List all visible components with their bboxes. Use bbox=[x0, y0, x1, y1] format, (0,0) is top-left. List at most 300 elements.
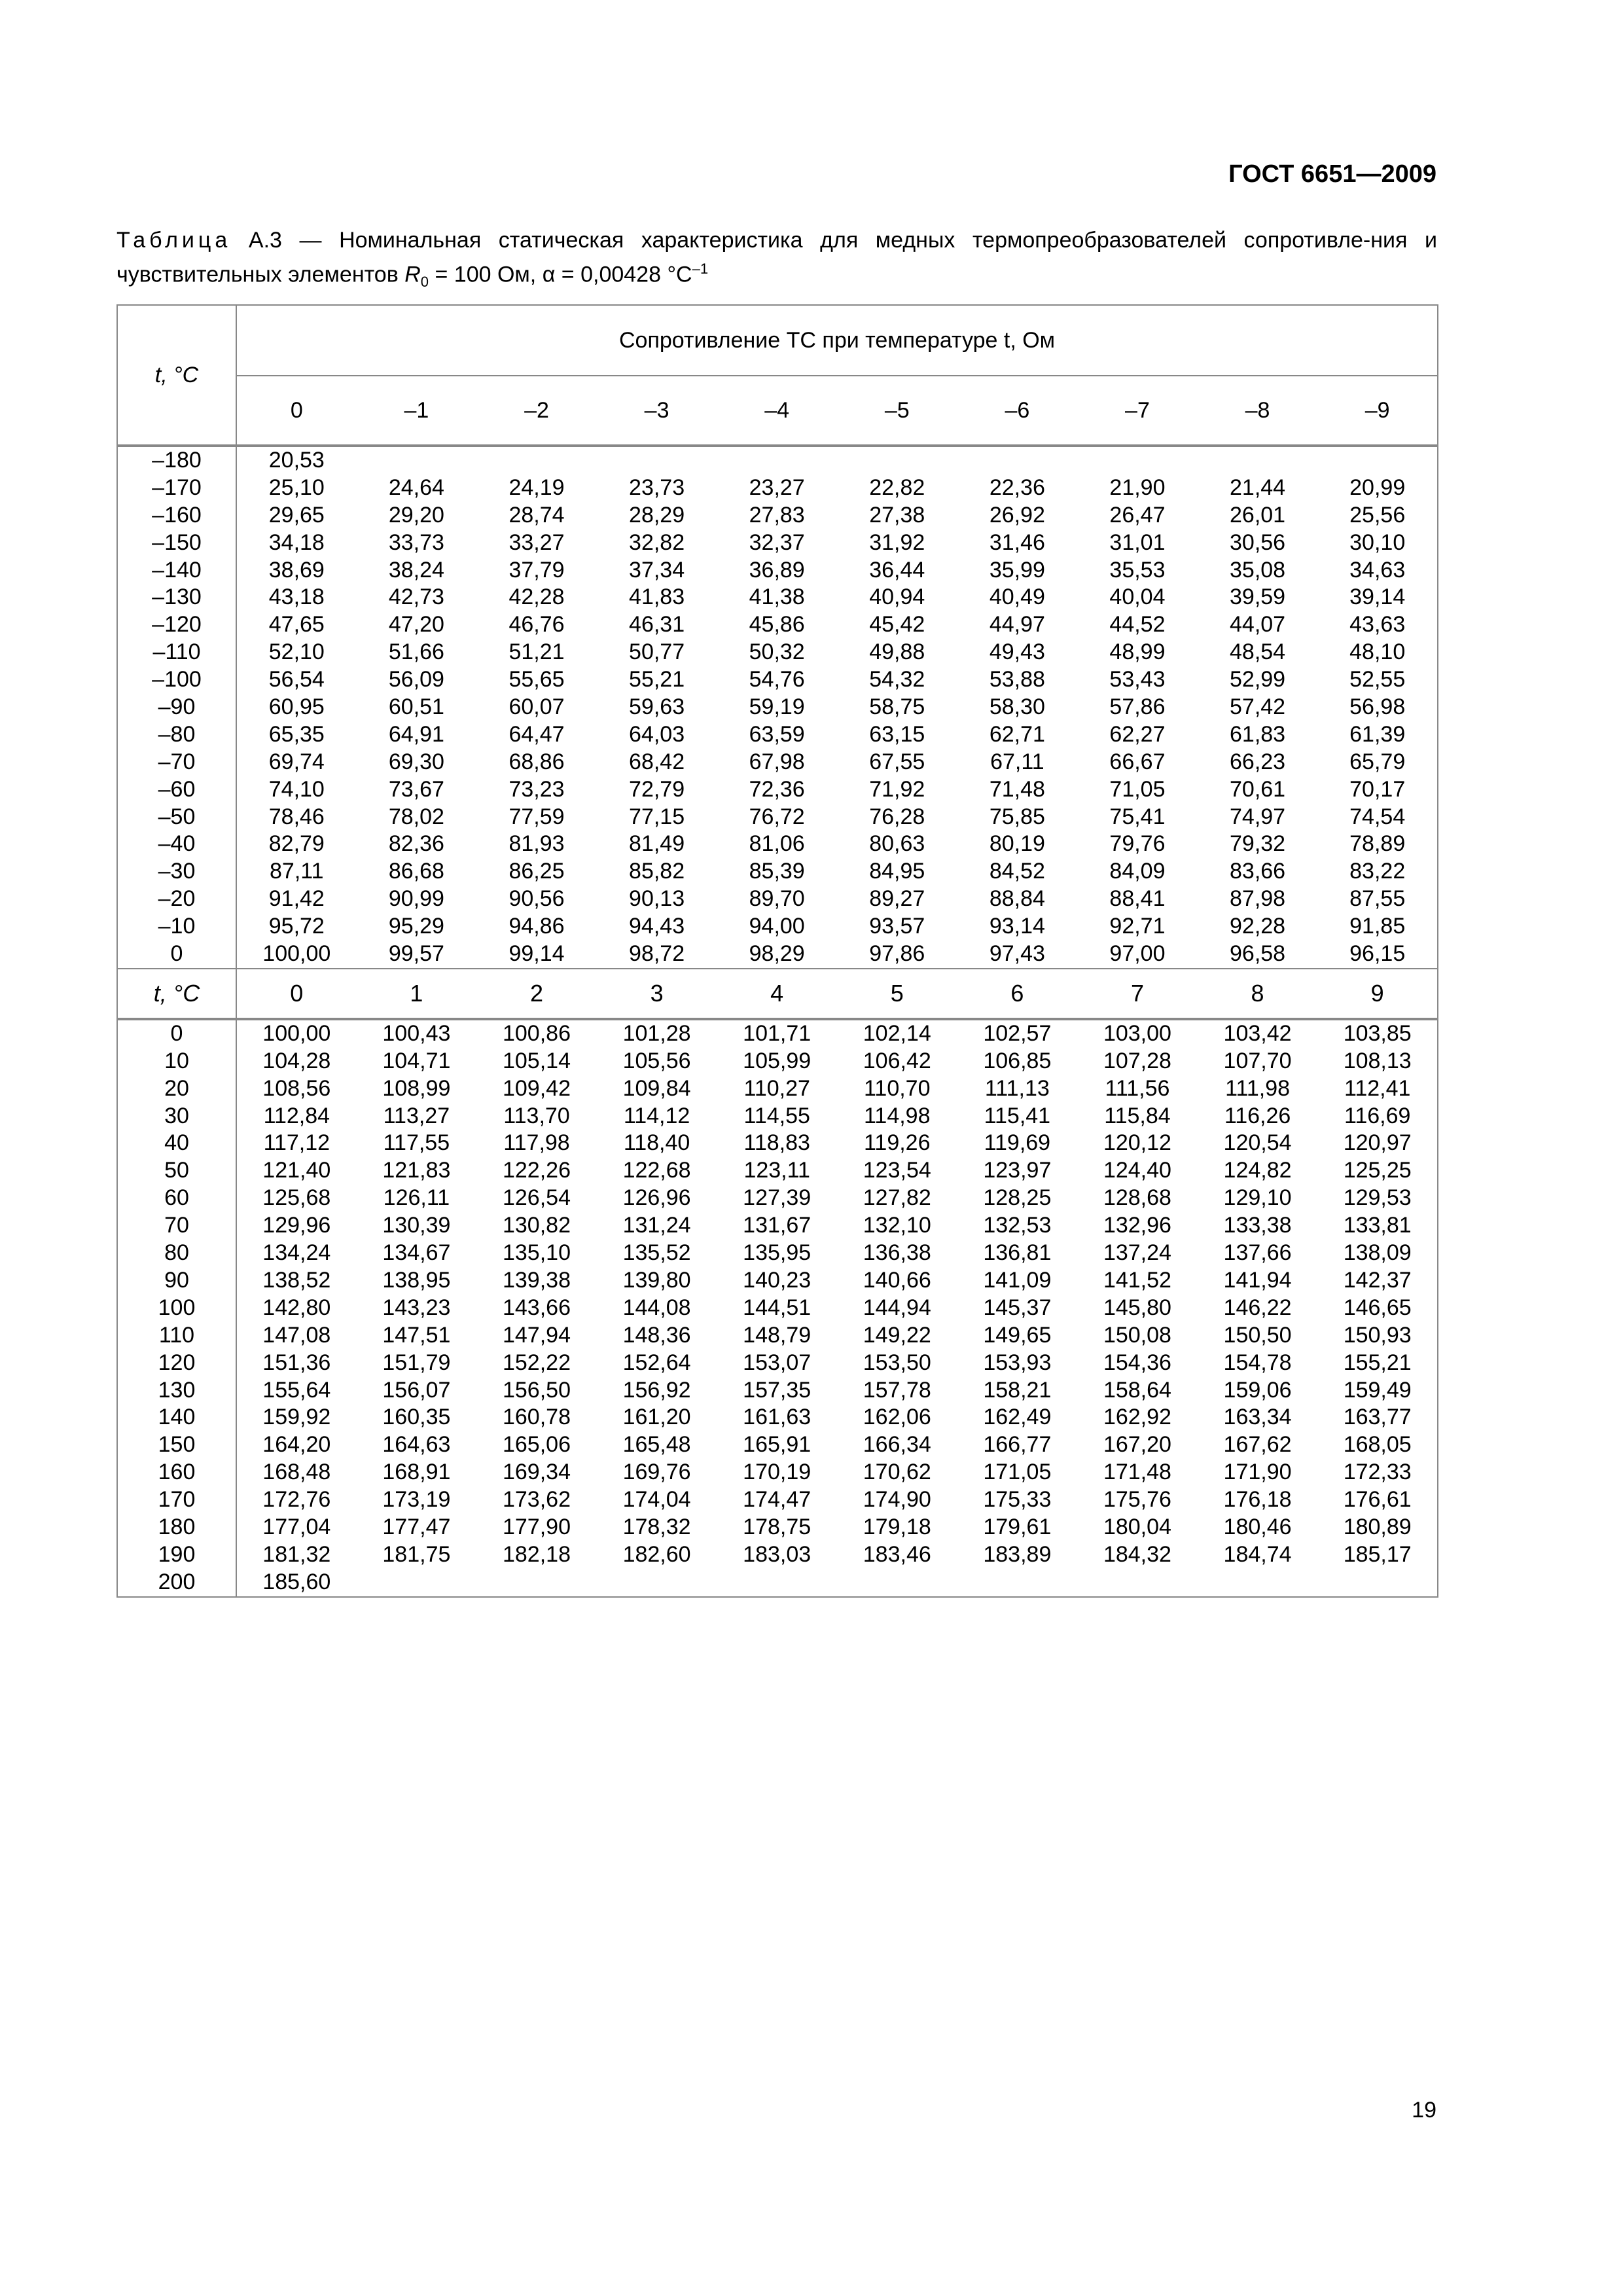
resistance-value: 126,11 bbox=[383, 1185, 450, 1211]
resistance-value: 80,19 bbox=[989, 831, 1045, 857]
resistance-value: 126,54 bbox=[502, 1185, 571, 1211]
resistance-value: 149,65 bbox=[983, 1322, 1052, 1348]
resistance-value: 27,38 bbox=[869, 502, 925, 528]
resistance-value: 174,47 bbox=[743, 1487, 812, 1513]
resistance-value: 150,93 bbox=[1343, 1322, 1412, 1348]
resistance-value: 127,82 bbox=[863, 1185, 931, 1211]
resistance-value: 40,94 bbox=[869, 584, 925, 610]
resistance-value: 106,85 bbox=[983, 1048, 1052, 1073]
resistance-value: 103,00 bbox=[1103, 1020, 1171, 1046]
resistance-value: 176,61 bbox=[1343, 1487, 1412, 1513]
resistance-value: 65,35 bbox=[268, 721, 325, 747]
resistance-value: 29,20 bbox=[388, 502, 444, 528]
resistance-value: 181,32 bbox=[262, 1541, 331, 1567]
temperature-column bbox=[117, 446, 236, 969]
resistance-value: 22,82 bbox=[869, 475, 925, 500]
resistance-value: 70,17 bbox=[1349, 776, 1406, 802]
resistance-value: 69,74 bbox=[268, 749, 325, 774]
resistance-value: 48,54 bbox=[1230, 639, 1286, 665]
resistance-value: 98,72 bbox=[629, 941, 685, 967]
resistance-value: 90,13 bbox=[629, 886, 685, 912]
resistance-value: 89,70 bbox=[749, 886, 805, 912]
t-header-cell bbox=[117, 305, 236, 446]
resistance-value: 52,99 bbox=[1230, 667, 1286, 692]
resistance-value: 145,80 bbox=[1103, 1295, 1171, 1320]
resistance-value: 119,26 bbox=[864, 1130, 931, 1156]
resistance-value: 96,15 bbox=[1349, 941, 1406, 967]
temperature-value: –20 bbox=[158, 886, 196, 912]
resistance-value: 91,85 bbox=[1349, 914, 1406, 939]
resistance-value: 182,18 bbox=[502, 1541, 571, 1567]
resistance-value: 61,83 bbox=[1230, 721, 1286, 747]
resistance-value: 136,81 bbox=[983, 1240, 1052, 1266]
temperature-value: 120 bbox=[158, 1350, 196, 1375]
temperature-value: 30 bbox=[164, 1103, 189, 1128]
resistance-value: 92,28 bbox=[1230, 914, 1286, 939]
resistance-value: 159,92 bbox=[262, 1405, 331, 1430]
resistance-value: 106,42 bbox=[863, 1048, 931, 1073]
resistance-value: 105,56 bbox=[622, 1048, 691, 1073]
resistance-value: 118,40 bbox=[623, 1130, 690, 1156]
resistance-value: 177,90 bbox=[502, 1514, 571, 1539]
resistance-value: 184,32 bbox=[1103, 1541, 1171, 1567]
column-header: –2 bbox=[476, 376, 597, 446]
resistance-value: 49,43 bbox=[989, 639, 1045, 665]
resistance-value: 105,14 bbox=[502, 1048, 571, 1073]
resistance-value: 48,10 bbox=[1349, 639, 1406, 665]
resistance-value: 151,79 bbox=[382, 1350, 451, 1375]
resistance-value: 161,63 bbox=[743, 1405, 812, 1430]
resistance-value: 49,88 bbox=[869, 639, 925, 665]
resistance-value: 64,03 bbox=[629, 721, 685, 747]
resistance-value: 129,53 bbox=[1343, 1185, 1412, 1211]
resistance-value: 169,76 bbox=[622, 1460, 691, 1485]
resistance-column bbox=[1317, 1019, 1438, 1597]
resistance-value: 40,49 bbox=[989, 584, 1045, 610]
resistance-value: 60,07 bbox=[508, 694, 565, 720]
resistance-value: 134,67 bbox=[382, 1240, 451, 1266]
resistance-value: 63,59 bbox=[749, 721, 805, 747]
resistance-value: 167,62 bbox=[1223, 1432, 1292, 1458]
resistance-value: 81,06 bbox=[749, 831, 805, 857]
resistance-value: 72,79 bbox=[629, 776, 685, 802]
resistance-value: 54,32 bbox=[869, 667, 925, 692]
column-header: –4 bbox=[717, 376, 837, 446]
resistance-value: 138,09 bbox=[1343, 1240, 1412, 1266]
resistance-value: 71,48 bbox=[989, 776, 1045, 802]
resistance-value: 56,98 bbox=[1349, 694, 1406, 720]
resistance-value: 93,57 bbox=[869, 914, 925, 939]
resistance-value: 155,64 bbox=[262, 1377, 331, 1403]
temperature-value: –10 bbox=[158, 914, 196, 939]
resistance-value: 96,58 bbox=[1230, 941, 1286, 967]
resistance-value: 166,34 bbox=[863, 1432, 931, 1458]
resistance-value: 84,52 bbox=[989, 859, 1045, 884]
resistance-value: 114,55 bbox=[743, 1103, 810, 1128]
caption-r-subscript: 0 bbox=[420, 274, 429, 291]
resistance-value: 46,31 bbox=[629, 612, 685, 637]
resistance-value bbox=[597, 1569, 717, 1596]
resistance-value: 180,89 bbox=[1343, 1514, 1412, 1539]
resistance-value: 155,21 bbox=[1343, 1350, 1412, 1375]
resistance-value: 183,03 bbox=[743, 1541, 812, 1567]
resistance-value: 58,30 bbox=[989, 694, 1045, 720]
resistance-value: 38,24 bbox=[388, 557, 444, 583]
resistance-value: 24,64 bbox=[388, 475, 444, 500]
resistance-value: 130,39 bbox=[382, 1213, 451, 1238]
temperature-value: –100 bbox=[152, 667, 202, 692]
resistance-value: 22,36 bbox=[989, 475, 1045, 500]
mid-t-header bbox=[117, 969, 236, 1019]
resistance-header: Сопротивление ТС при температуре t, Ом bbox=[236, 305, 1438, 376]
resistance-value: 126,96 bbox=[622, 1185, 691, 1211]
resistance-value: 108,99 bbox=[382, 1075, 451, 1101]
resistance-value: 72,36 bbox=[749, 776, 805, 802]
temperature-value: 160 bbox=[158, 1460, 196, 1485]
resistance-value: 28,74 bbox=[508, 502, 565, 528]
resistance-value: 113,70 bbox=[503, 1103, 570, 1128]
resistance-value: 168,05 bbox=[1343, 1432, 1412, 1458]
resistance-value: 124,82 bbox=[1223, 1158, 1292, 1183]
resistance-column bbox=[597, 446, 717, 969]
resistance-value: 146,65 bbox=[1343, 1295, 1412, 1320]
resistance-value: 136,38 bbox=[863, 1240, 931, 1266]
column-header: 4 bbox=[717, 969, 837, 1019]
temperature-value: 170 bbox=[158, 1487, 196, 1513]
caption-text-3: = 0,00428 °C bbox=[555, 262, 692, 287]
resistance-value: 125,25 bbox=[1343, 1158, 1412, 1183]
resistance-value: 164,63 bbox=[382, 1432, 451, 1458]
caption-alpha-symbol: α bbox=[542, 262, 556, 287]
resistance-value: 88,84 bbox=[989, 886, 1045, 912]
temperature-value: –140 bbox=[152, 557, 202, 583]
resistance-value: 27,83 bbox=[749, 502, 805, 528]
resistance-column bbox=[1198, 446, 1318, 969]
resistance-value: 30,56 bbox=[1230, 529, 1286, 555]
resistance-value: 135,10 bbox=[502, 1240, 571, 1266]
resistance-value: 94,86 bbox=[508, 914, 565, 939]
resistance-value: 39,14 bbox=[1349, 584, 1406, 610]
resistance-value: 171,90 bbox=[1223, 1460, 1292, 1485]
resistance-value: 164,20 bbox=[262, 1432, 331, 1458]
resistance-value: 52,55 bbox=[1349, 667, 1406, 692]
temperature-value: –60 bbox=[158, 776, 196, 802]
resistance-value: 120,54 bbox=[1223, 1130, 1292, 1156]
resistance-value: 115,41 bbox=[984, 1103, 1051, 1128]
resistance-value: 138,52 bbox=[262, 1267, 331, 1293]
resistance-value: 92,71 bbox=[1109, 914, 1166, 939]
resistance-value: 183,46 bbox=[863, 1541, 931, 1567]
resistance-value: 111,56 bbox=[1105, 1075, 1170, 1101]
resistance-value: 160,35 bbox=[382, 1405, 451, 1430]
resistance-value: 147,08 bbox=[262, 1322, 331, 1348]
resistance-value: 63,15 bbox=[869, 721, 925, 747]
resistance-value: 23,73 bbox=[629, 475, 685, 500]
resistance-column bbox=[1198, 1019, 1318, 1597]
resistance-value: 111,13 bbox=[984, 1075, 1050, 1101]
resistance-value: 97,43 bbox=[989, 941, 1045, 967]
resistance-value: 80,63 bbox=[869, 831, 925, 857]
resistance-value: 148,36 bbox=[622, 1322, 691, 1348]
resistance-value: 172,76 bbox=[262, 1487, 331, 1513]
resistance-value: 116,26 bbox=[1224, 1103, 1291, 1128]
resistance-value: 23,27 bbox=[749, 475, 805, 500]
resistance-value: 32,37 bbox=[749, 529, 805, 555]
resistance-value: 168,48 bbox=[262, 1460, 331, 1485]
resistance-value: 53,88 bbox=[989, 667, 1045, 692]
column-header: –7 bbox=[1077, 376, 1198, 446]
resistance-value: 150,08 bbox=[1103, 1322, 1171, 1348]
resistance-value: 35,08 bbox=[1230, 557, 1286, 583]
resistance-value: 94,43 bbox=[629, 914, 685, 939]
resistance-value: 134,24 bbox=[262, 1240, 331, 1266]
resistance-value: 82,36 bbox=[388, 831, 444, 857]
resistance-value: 184,74 bbox=[1223, 1541, 1292, 1567]
resistance-value: 128,68 bbox=[1103, 1185, 1171, 1211]
resistance-value: 139,80 bbox=[622, 1267, 691, 1293]
resistance-value: 84,09 bbox=[1109, 859, 1166, 884]
resistance-value: 57,42 bbox=[1230, 694, 1286, 720]
resistance-value: 131,67 bbox=[743, 1213, 812, 1238]
resistance-column bbox=[597, 1019, 717, 1597]
resistance-value: 161,20 bbox=[622, 1405, 691, 1430]
table-caption bbox=[116, 226, 1437, 296]
resistance-value: 165,48 bbox=[622, 1432, 691, 1458]
resistance-value: 39,59 bbox=[1230, 584, 1286, 610]
resistance-value: 127,39 bbox=[743, 1185, 812, 1211]
resistance-value: 24,19 bbox=[508, 475, 565, 500]
column-header: 1 bbox=[357, 969, 477, 1019]
resistance-value: 148,79 bbox=[743, 1322, 812, 1348]
resistance-value: 158,21 bbox=[983, 1377, 1052, 1403]
column-header: 7 bbox=[1077, 969, 1198, 1019]
resistance-value: 94,00 bbox=[749, 914, 805, 939]
resistance-value: 35,53 bbox=[1109, 557, 1166, 583]
resistance-value: 78,02 bbox=[388, 804, 444, 829]
resistance-value: 51,66 bbox=[388, 639, 444, 665]
resistance-value: 109,42 bbox=[502, 1075, 571, 1101]
column-header: 8 bbox=[1198, 969, 1318, 1019]
resistance-value: 97,00 bbox=[1109, 941, 1166, 967]
resistance-value: 21,44 bbox=[1230, 475, 1286, 500]
temperature-value: –150 bbox=[152, 529, 202, 555]
resistance-value: 95,72 bbox=[268, 914, 325, 939]
resistance-value: 150,50 bbox=[1223, 1322, 1292, 1348]
resistance-value: 20,99 bbox=[1349, 475, 1406, 500]
resistance-value bbox=[357, 447, 477, 475]
resistance-value bbox=[837, 447, 957, 475]
temperature-value: –170 bbox=[152, 475, 202, 500]
resistance-value: 51,21 bbox=[508, 639, 565, 665]
resistance-value: 34,18 bbox=[268, 529, 325, 555]
resistance-value: 60,95 bbox=[268, 694, 325, 720]
resistance-value: 89,27 bbox=[869, 886, 925, 912]
resistance-value: 88,41 bbox=[1109, 886, 1166, 912]
resistance-value bbox=[597, 447, 717, 475]
page-number: 19 bbox=[1412, 2098, 1436, 2123]
resistance-value: 99,57 bbox=[388, 941, 444, 967]
resistance-value: 31,01 bbox=[1109, 529, 1166, 555]
resistance-value: 76,72 bbox=[749, 804, 805, 829]
resistance-value: 123,54 bbox=[863, 1158, 931, 1183]
resistance-value: 179,18 bbox=[863, 1514, 931, 1539]
resistance-value: 101,71 bbox=[743, 1020, 812, 1046]
resistance-value: 135,52 bbox=[622, 1240, 691, 1266]
resistance-value bbox=[476, 447, 597, 475]
resistance-value: 46,76 bbox=[508, 612, 565, 637]
resistance-value: 25,56 bbox=[1349, 502, 1406, 528]
negative-column-headers bbox=[117, 376, 1438, 446]
resistance-value: 173,62 bbox=[502, 1487, 571, 1513]
temperature-value: –180 bbox=[152, 448, 202, 473]
resistance-value: 140,23 bbox=[743, 1267, 812, 1293]
resistance-value: 50,77 bbox=[629, 639, 685, 665]
resistance-value: 77,59 bbox=[508, 804, 565, 829]
resistance-value: 110,70 bbox=[864, 1075, 931, 1101]
resistance-column bbox=[476, 446, 597, 969]
resistance-value: 101,28 bbox=[622, 1020, 691, 1046]
t-header: t, °C bbox=[154, 362, 199, 387]
temperature-value: 200 bbox=[158, 1569, 196, 1594]
resistance-value: 142,80 bbox=[262, 1295, 331, 1320]
resistance-value: 149,22 bbox=[863, 1322, 931, 1348]
resistance-column bbox=[236, 446, 357, 969]
resistance-value: 86,68 bbox=[388, 859, 444, 884]
temperature-value: –120 bbox=[152, 612, 202, 637]
resistance-column bbox=[717, 446, 837, 969]
temperature-value: –130 bbox=[152, 584, 202, 610]
temperature-value: 10 bbox=[164, 1048, 189, 1073]
resistance-value: 178,32 bbox=[622, 1514, 691, 1539]
column-header: 3 bbox=[597, 969, 717, 1019]
resistance-value: 77,15 bbox=[629, 804, 685, 829]
resistance-value: 140,66 bbox=[863, 1267, 931, 1293]
resistance-value: 31,46 bbox=[989, 529, 1045, 555]
resistance-value: 67,11 bbox=[990, 749, 1044, 774]
resistance-value: 128,25 bbox=[983, 1185, 1052, 1211]
resistance-value: 82,79 bbox=[268, 831, 325, 857]
resistance-value: 171,05 bbox=[983, 1460, 1052, 1485]
resistance-value: 44,97 bbox=[989, 612, 1045, 637]
positive-section bbox=[117, 1019, 1438, 1597]
resistance-value: 104,71 bbox=[382, 1048, 451, 1073]
resistance-value: 157,78 bbox=[863, 1377, 931, 1403]
resistance-value: 62,27 bbox=[1109, 721, 1166, 747]
resistance-value: 162,92 bbox=[1103, 1405, 1171, 1430]
resistance-value: 107,28 bbox=[1103, 1048, 1171, 1073]
resistance-value: 75,85 bbox=[989, 804, 1045, 829]
temperature-value: 110 bbox=[158, 1322, 195, 1348]
resistance-value: 64,91 bbox=[388, 721, 444, 747]
column-header: –6 bbox=[957, 376, 1078, 446]
resistance-value: 86,25 bbox=[508, 859, 565, 884]
document-code: ГОСТ 6651—2009 bbox=[1228, 160, 1436, 188]
resistance-value: 175,33 bbox=[983, 1487, 1052, 1513]
resistance-value: 31,92 bbox=[869, 529, 925, 555]
resistance-value: 168,91 bbox=[382, 1460, 451, 1485]
resistance-value: 170,62 bbox=[863, 1460, 931, 1485]
resistance-value: 133,81 bbox=[1343, 1213, 1412, 1238]
column-header: –8 bbox=[1198, 376, 1318, 446]
resistance-value: 132,53 bbox=[983, 1213, 1052, 1238]
resistance-value: 153,50 bbox=[863, 1350, 931, 1375]
resistance-value: 153,07 bbox=[743, 1350, 812, 1375]
resistance-value: 91,42 bbox=[268, 886, 325, 912]
caption-r-symbol: R bbox=[404, 262, 421, 287]
resistance-value: 70,61 bbox=[1230, 776, 1286, 802]
resistance-value: 56,09 bbox=[388, 667, 444, 692]
resistance-value: 44,07 bbox=[1230, 612, 1286, 637]
resistance-value: 177,04 bbox=[262, 1514, 331, 1539]
resistance-value: 48,99 bbox=[1109, 639, 1166, 665]
resistance-value: 109,84 bbox=[622, 1075, 691, 1101]
resistance-value: 114,12 bbox=[623, 1103, 690, 1128]
resistance-value: 61,39 bbox=[1349, 721, 1406, 747]
resistance-value: 100,86 bbox=[502, 1020, 571, 1046]
resistance-value: 33,27 bbox=[508, 529, 565, 555]
resistance-value: 123,11 bbox=[743, 1158, 810, 1183]
resistance-column bbox=[717, 1019, 837, 1597]
resistance-value: 129,96 bbox=[262, 1213, 331, 1238]
resistance-value: 147,94 bbox=[502, 1322, 571, 1348]
resistance-value: 180,04 bbox=[1103, 1514, 1171, 1539]
resistance-value: 66,23 bbox=[1230, 749, 1286, 774]
temperature-value: –160 bbox=[152, 502, 202, 528]
resistance-value: 154,36 bbox=[1103, 1350, 1171, 1375]
temperature-value: –110 bbox=[152, 639, 201, 665]
resistance-value bbox=[476, 1569, 597, 1596]
temperature-value: –30 bbox=[158, 859, 196, 884]
resistance-value: 123,97 bbox=[983, 1158, 1052, 1183]
resistance-value: 102,57 bbox=[983, 1020, 1052, 1046]
resistance-value: 78,89 bbox=[1349, 831, 1406, 857]
resistance-value: 71,92 bbox=[869, 776, 925, 802]
resistance-value: 182,60 bbox=[622, 1541, 691, 1567]
resistance-value: 169,34 bbox=[502, 1460, 571, 1485]
resistance-value: 28,29 bbox=[629, 502, 685, 528]
temperature-column bbox=[117, 1019, 236, 1597]
caption-text-1: А.3 — Номинальная статическая характеристика для медных термопреобразователей сопротивле-ния и чувствительных элементов bbox=[116, 228, 1437, 287]
resistance-value: 121,40 bbox=[262, 1158, 331, 1183]
temperature-value: 190 bbox=[158, 1541, 196, 1567]
resistance-value: 132,10 bbox=[863, 1213, 931, 1238]
resistance-value: 32,82 bbox=[629, 529, 685, 555]
resistance-value: 105,99 bbox=[743, 1048, 812, 1073]
resistance-value: 122,68 bbox=[622, 1158, 691, 1183]
resistance-value: 185,17 bbox=[1343, 1541, 1412, 1567]
resistance-value bbox=[957, 447, 1078, 475]
resistance-value: 119,69 bbox=[984, 1130, 1051, 1156]
resistance-value bbox=[1077, 447, 1198, 475]
resistance-value: 37,34 bbox=[629, 557, 685, 583]
t-header: t, °C bbox=[153, 979, 200, 1007]
resistance-value: 26,47 bbox=[1109, 502, 1166, 528]
resistance-value: 29,65 bbox=[268, 502, 325, 528]
temperature-value: 130 bbox=[158, 1377, 196, 1403]
resistance-value: 174,04 bbox=[622, 1487, 691, 1513]
resistance-value: 120,97 bbox=[1343, 1130, 1412, 1156]
temperature-value: 140 bbox=[158, 1405, 196, 1430]
resistance-value bbox=[1198, 447, 1318, 475]
resistance-value: 85,82 bbox=[629, 859, 685, 884]
resistance-value: 122,26 bbox=[502, 1158, 571, 1183]
column-header: –1 bbox=[357, 376, 477, 446]
resistance-value: 65,79 bbox=[1349, 749, 1406, 774]
resistance-value: 165,91 bbox=[743, 1432, 812, 1458]
resistance-value: 165,06 bbox=[502, 1432, 571, 1458]
resistance-value: 20,53 bbox=[268, 448, 325, 473]
resistance-value: 152,64 bbox=[622, 1350, 691, 1375]
